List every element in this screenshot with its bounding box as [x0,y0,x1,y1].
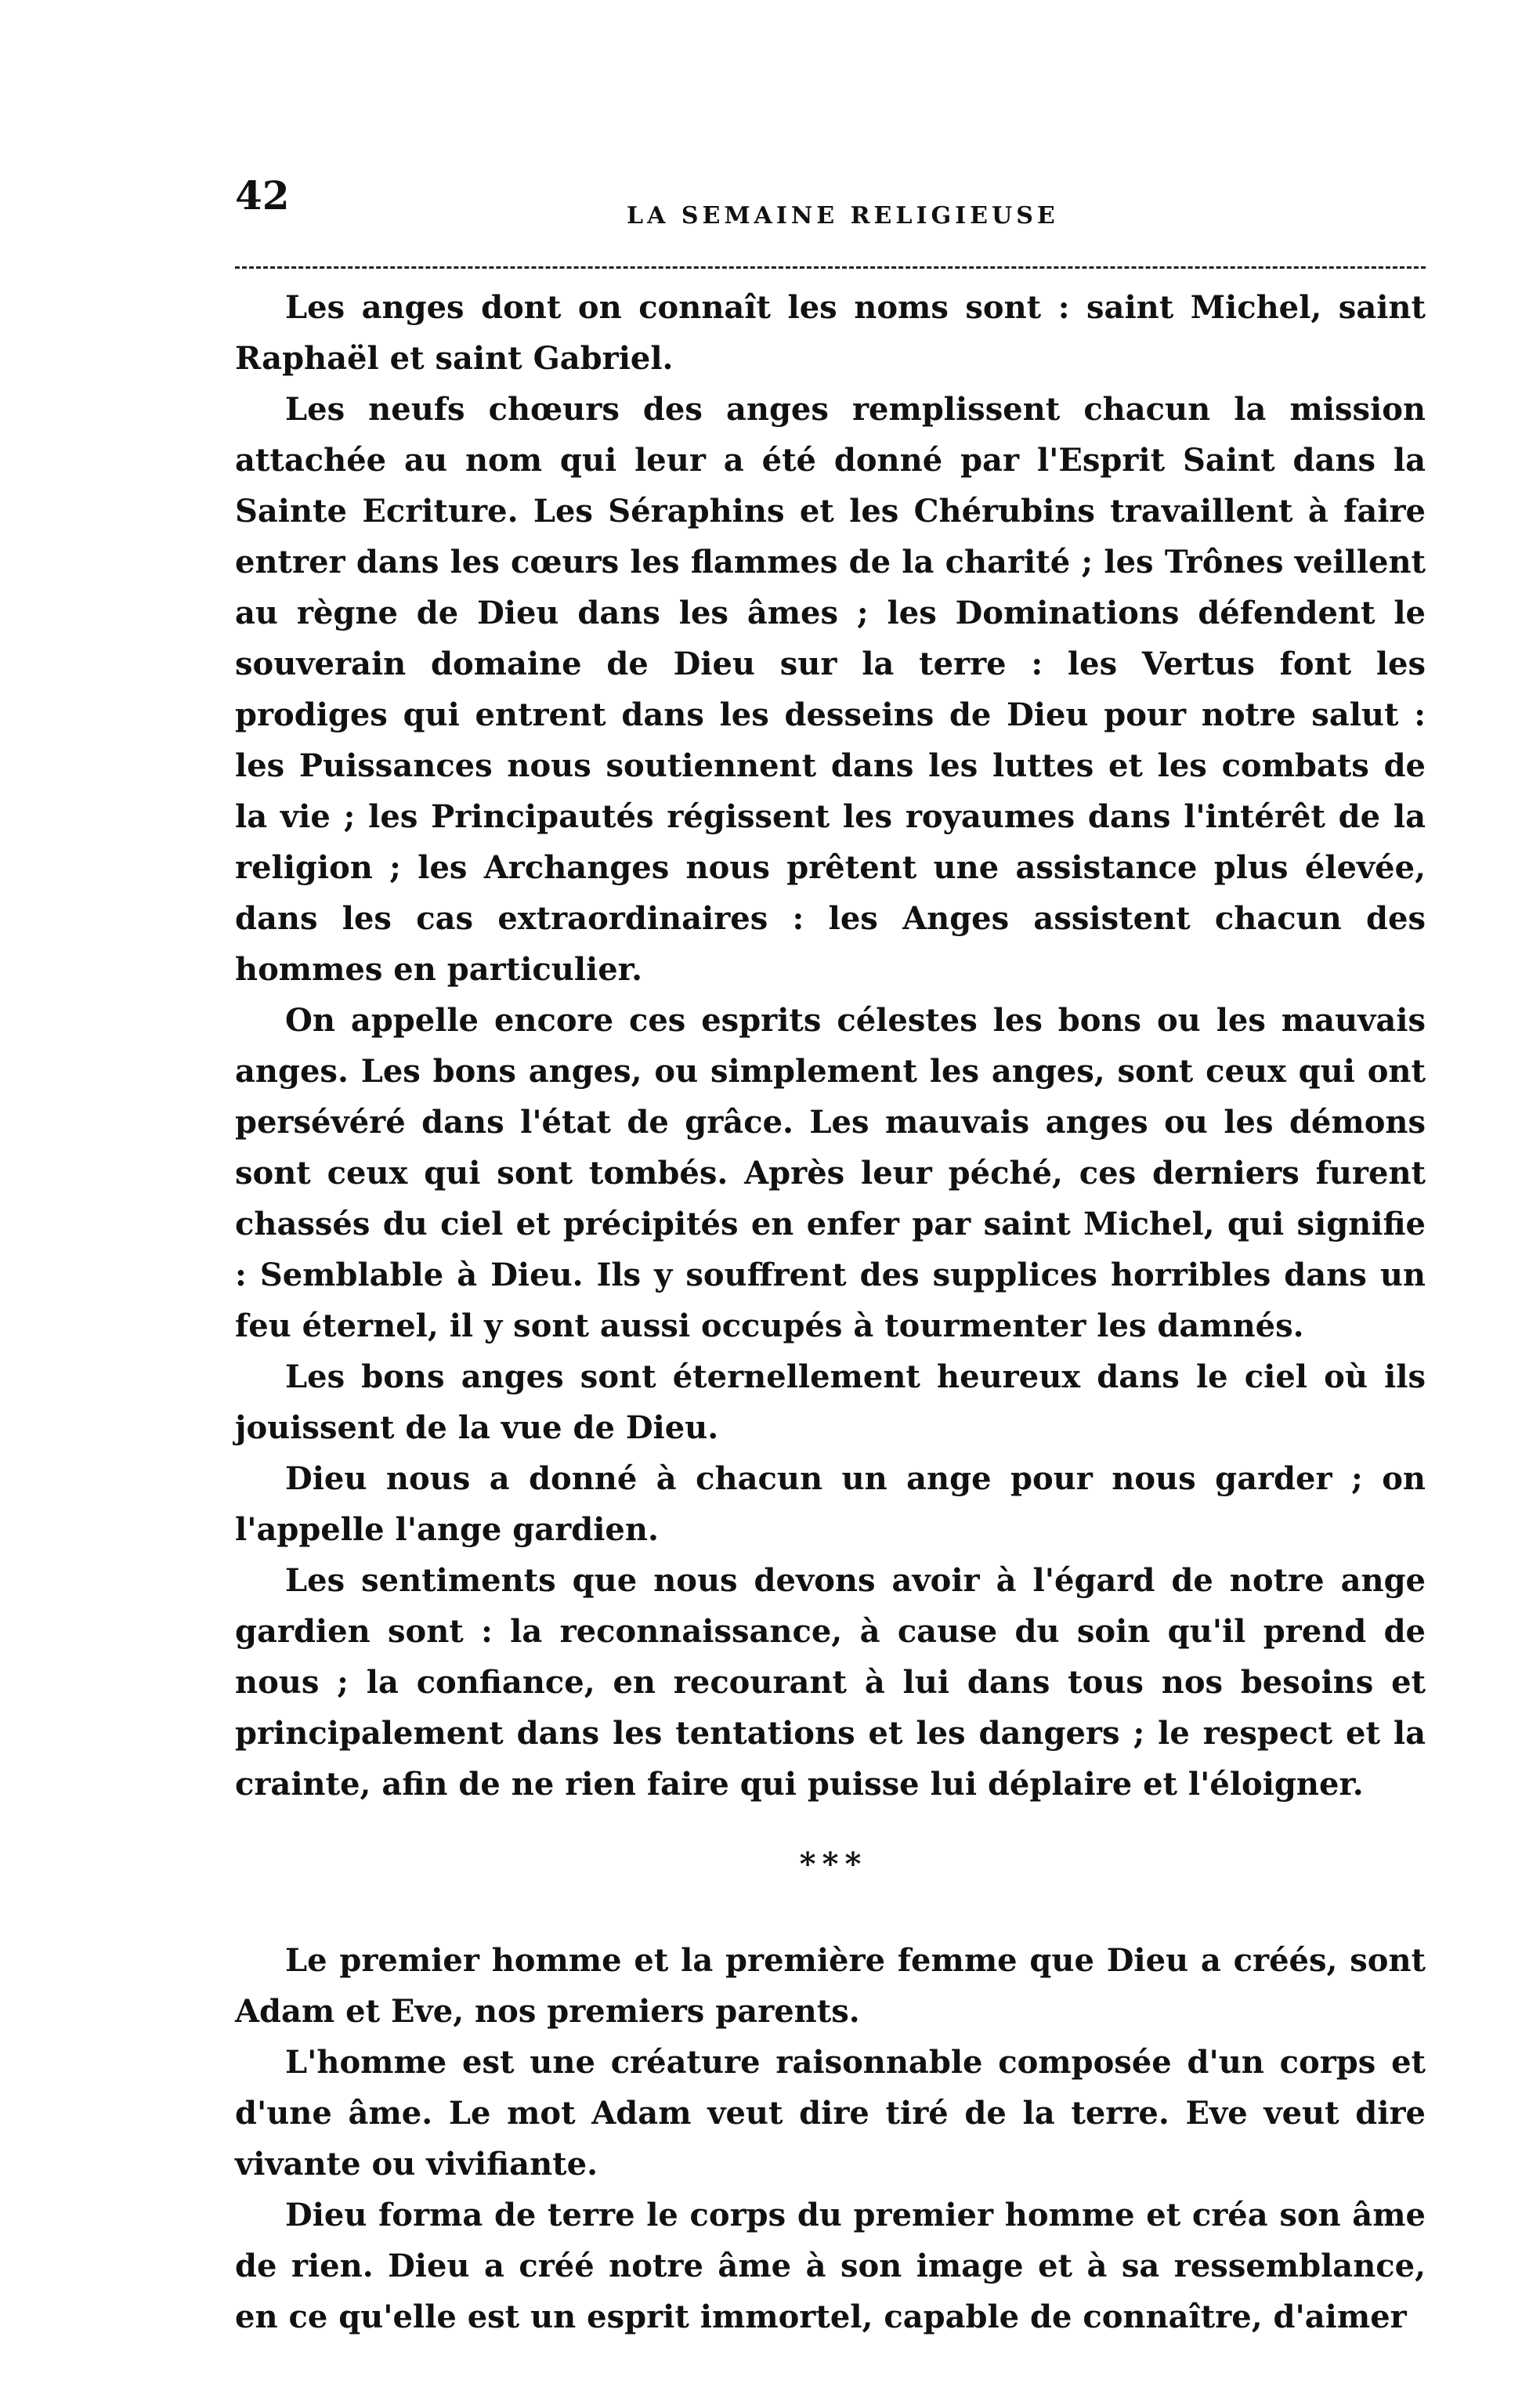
paragraph-angels-names: Les anges dont on connaît les noms sont : saint Michel, saint Raphaël et saint Gabriel. [235,289,1426,377]
paragraph-first-man: Le premier homme et la première femme que Dieu a créés, sont Adam et Eve, nos premiers parents. [235,1942,1426,2030]
paragraph-nine-choirs: Les neufs chœurs des anges remplissent chacun la mission attachée au nom qui leur a été donné par l'Esprit Saint dans la Sainte Ecriture. Les Séraphins et les Chérubins travaillent à faire entrer dans les cœurs les flammes de la charité ; les Trônes veillent au règne de Dieu dans les âmes ; les Dominations défendent le souverain domaine de Dieu sur la terre : les Vertus font les prodiges qui entrent dans les desseins de Dieu pour notre salut : les Puissances nous soutiennent dans les luttes et les combats de la vie ; les Principautés régissent les royaumes dans l'intérêt de la religion ; les Archanges nous prêtent une assistance plus élevée, dans les cas extraordinaires : les Anges assistent chacun des hommes en particulier. [235,391,1426,988]
paragraph-rational-creature: L'homme est une créature raisonnable composée d'un corps et d'une âme. Le mot Adam veut dire tiré de la terre. Eve veut dire vivante ou vivifiante. [235,2044,1426,2183]
paragraph-creation-of-soul: Dieu forma de terre le corps du premier homme et créa son âme de rien. Dieu a créé notre âme à son image et à sa ressemblance, en ce qu'elle est un esprit immortel, capable de connaître, d'aimer [235,2197,1426,2335]
section-ornament: * * * [799,1846,862,1882]
paragraph-good-bad-angels: On appelle encore ces esprits célestes les bons ou les mauvais anges. Les bons anges, ou simplement les anges, sont ceux qui ont persévéré dans l'état de grâce. Les mauvais anges ou les démons sont ceux qui sont tombés. Après leur péché, ces derniers furent chassés du ciel et précipités en enfer par saint Michel, qui signifie : Semblable à Dieu. Ils y souffrent des supplices horribles dans un feu éternel, il y sont aussi occupés à tourmenter les damnés. [235,1002,1426,1344]
paragraph-good-angels-happy: Les bons anges sont éternellement heureux dans le ciel où ils jouissent de la vue de Dieu. [235,1358,1426,1446]
paragraph-guardian-angel: Dieu nous a donné à chacun un ange pour nous garder ; on l'appelle l'ange gardien. [235,1460,1426,1548]
paragraph-sentiments: Les sentiments que nous devons avoir à l'égard de notre ange gardien sont : la reconnaissance, à cause du soin qu'il prend de nous ; la confiance, en recourant à lui dans tous nos besoins et principalement dans les tentations et les dangers ; le respect et la crainte, afin de ne rien faire qui puisse lui déplaire et l'éloigner. [235,1562,1426,1803]
page-header [235,172,1426,235]
header-rule [235,266,1426,269]
page-number: 42 [235,172,290,219]
running-title: LA SEMAINE RELIGIEUSE [627,202,1059,230]
page-body [235,282,1426,2342]
